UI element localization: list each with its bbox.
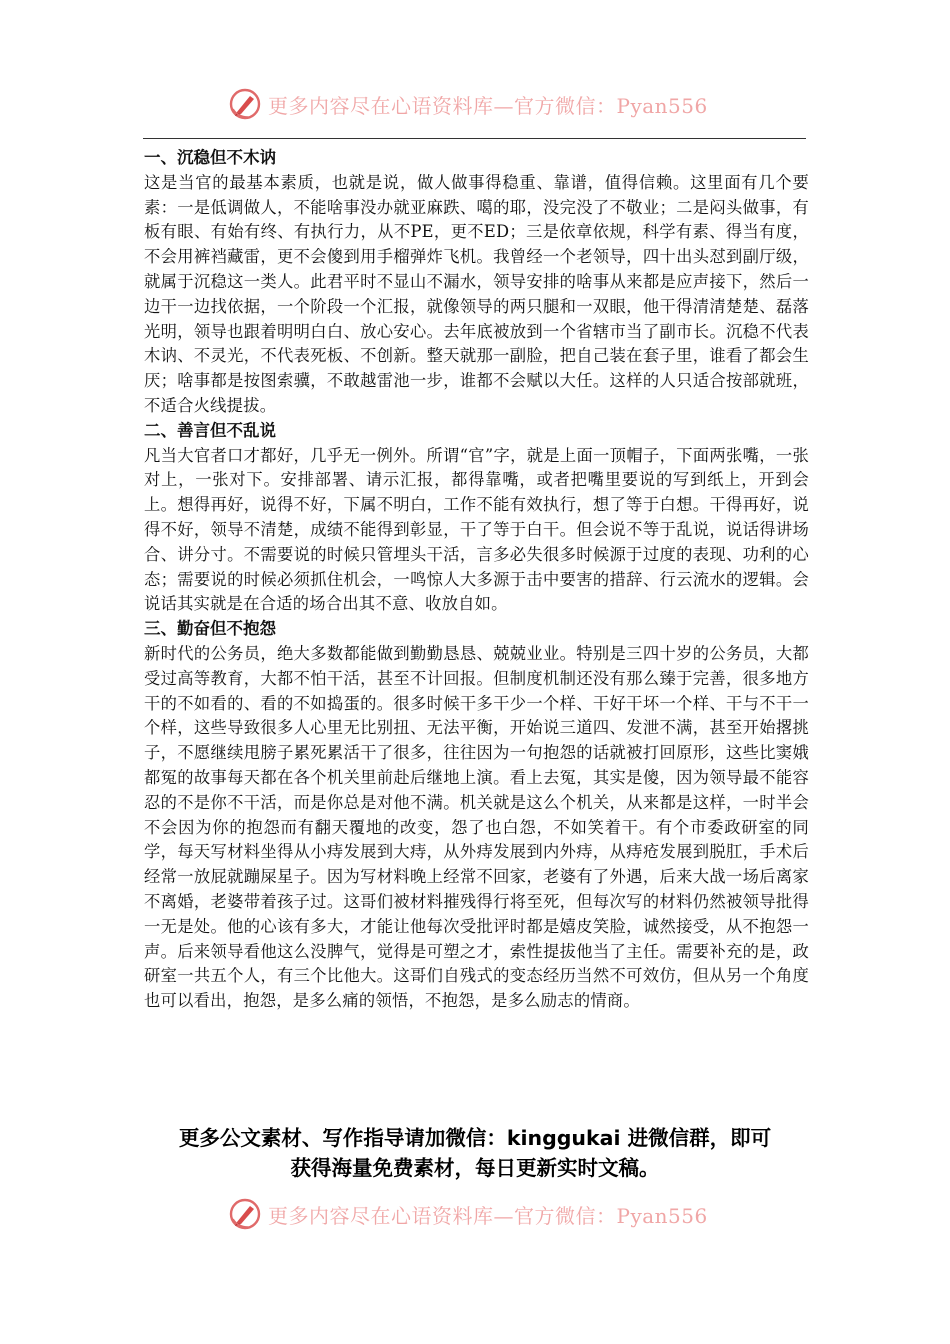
watermark-text: 更多内容尽在心语资料库—官方微信：Pyan556	[268, 93, 708, 118]
pen-logo-icon	[228, 1197, 262, 1231]
header-watermark	[228, 86, 708, 122]
header-divider	[143, 138, 806, 139]
section-heading: 一、沉稳但不木讷	[144, 148, 276, 167]
section-paragraph: 这是当官的最基本素质，也就是说，做人做事得稳重、靠谱，值得信赖。这里面有几个要素：一是低调做人，不能啥事没办就亚麻跌、噶的耶，没完没了不敬业；二是闷头做事，有板有眼、有始有终、有执行力，从不PE，更不ED；三是依章依规，科学有素、得当有度，不会用裤裆藏雷，更不会傻到用手榴弹炸飞机。我曾经一个老领导，四十出头怼到副厅级，就属于沉稳这一类人。此君平时不显山不漏水，领导安排的啥事从来都是应声接下，然后一边干一边找依据，一个阶段一个汇报，就像领导的两只腿和一双眼，他干得清清楚楚、磊落光明，领导也跟着明明白白、放心安心。去年底被放到一个省辖市当了副市长。沉稳不代表木讷、不灵光，不代表死板、不创新。整天就那一副脸，把自己装在套子里，谁看了都会生厌；啥事都是按图索骥，不敢越雷池一步，谁都不会赋以大任。这样的人只适合按部就班，不适合火线提拔。	[144, 172, 809, 415]
section-heading: 二、善言但不乱说	[144, 420, 276, 440]
article-body	[144, 146, 809, 1014]
section-heading: 三、勤奋但不抱怨	[144, 619, 276, 639]
promo-line-1: 更多公文素材、写作指导请加微信：kinggukai 进微信群，即可	[178, 1126, 772, 1150]
section-3	[144, 617, 809, 1014]
pen-logo-icon	[228, 87, 262, 121]
watermark-text: 更多内容尽在心语资料库—官方微信：Pyan556	[268, 1203, 708, 1228]
footer-watermark	[228, 1196, 708, 1232]
promo-notice	[130, 1123, 820, 1183]
section-1	[144, 146, 809, 419]
section-2	[144, 419, 809, 617]
promo-line-2: 获得海量免费素材，每日更新实时文稿。	[290, 1156, 660, 1180]
section-paragraph: 新时代的公务员，绝大多数都能做到勤勤恳恳、兢兢业业。特别是三四十岁的公务员，大都受过高等教育，大都不怕干活，甚至不计回报。但制度机制还没有那么臻于完善，很多地方干的不如看的、看的不如捣蛋的。很多时候干多干少一个样、干好干坏一个样、干与不干一个样，这些导致很多人心里无比别扭、无法平衡，开始说三道四、发泄不满，甚至开始撂挑子，不愿继续甩膀子累死累活干了很多，往往因为一句抱怨的话就被打回原形，这些比窦娥都冤的故事每天都在各个机关里前赴后继地上演。看上去冤，其实是傻，因为领导最不能容忍的不是你不干活，而是你总是对他不满。机关就是这么个机关，从来都是这样，一时半会不会因为你的抱怨而有翻天覆地的改变，怨了也白怨，不如笑着干。有个市委政研室的同学，每天写材料坐得从小痔发展到大痔，从外痔发展到内外痔，从痔疮发展到脱肛，手术后经常一放屁就蹦屎星子。因为写材料晚上经常不回家，老婆有了外遇，后来大战一场后离家不离婚，老婆带着孩子过。这哥们被材料摧残得行将至死，但每次写的材料仍然被领导批得一无是处。他的心该有多大，才能让他每次受批评时都是嬉皮笑脸，诚然接受，从不抱怨一声。后来领导看他这么没脾气，觉得是可塑之才，索性提拔他当了主任。需要补充的是，政研室一共五个人，有三个比他大。这哥们自残式的变态经历当然不可效仿，但从另一个角度也可以看出，抱怨，是多么痛的领悟，不抱怨，是多么励志的情商。	[144, 643, 809, 1011]
section-paragraph: 凡当大官者口才都好，几乎无一例外。所谓“官”字，就是上面一顶帽子，下面两张嘴，一张对上，一张对下。安排部署、请示汇报，都得靠嘴，或者把嘴里要说的写到纸上，开到会上。想得再好，说得不好，下属不明白，工作不能有效执行，想了等于白想。干得再好，说得不好，领导不清楚，成绩不能得到彰显，干了等于白干。但会说不等于乱说，说话得讲场合、讲分寸。不需要说的时候只管埋头干活，言多必失很多时候源于过度的表现、功利的心态；需要说的时候必须抓住机会，一鸣惊人大多源于击中要害的措辞、行云流水的逻辑。会说话其实就是在合适的场合出其不意、收放自如。	[144, 445, 809, 614]
